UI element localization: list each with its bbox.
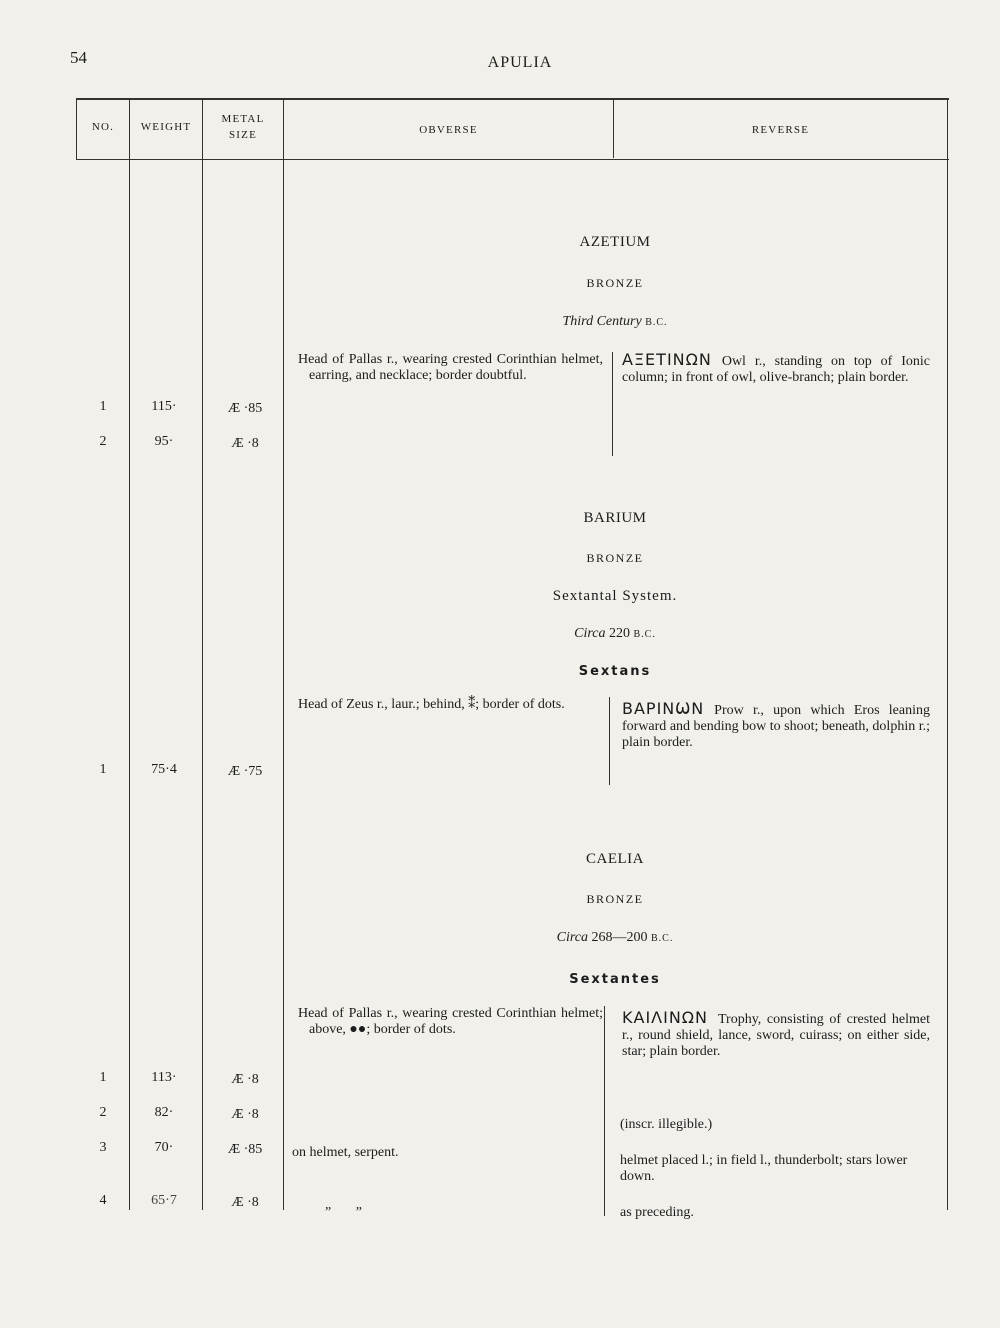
row-number: 2: [99, 1105, 107, 1120]
row-number: 2: [99, 434, 107, 449]
col-heading-obverse: OBVERSE: [419, 124, 478, 136]
row-weight: 115·: [151, 399, 177, 414]
row-weight: 65·7: [151, 1193, 177, 1208]
section-title-barium: BARIUM: [583, 510, 647, 526]
date-suffix: B.C.: [645, 317, 668, 328]
col-heading-reverse: REVERSE: [751, 124, 810, 136]
row-number: 4: [99, 1193, 107, 1208]
row-metal-size: Æ ·8: [231, 436, 259, 451]
row-weight: 95·: [154, 434, 174, 449]
obverse-note-ditto: ” ”: [325, 1205, 362, 1220]
col-heading-weight: WEIGHT: [140, 121, 192, 133]
obverse-description-caelia: Head of Pallas r., wearing crested Corinthian helmet; above, ●●; border of dots.: [298, 1006, 603, 1037]
date-value: 220: [609, 626, 631, 641]
row-metal-size: Æ ·85: [227, 1142, 263, 1157]
row-weight: 75·4: [151, 762, 177, 777]
col-divider-metal: [283, 98, 284, 1210]
row-number: 1: [99, 399, 107, 414]
date-suffix: B.C.: [651, 933, 674, 944]
col-divider-weight: [202, 98, 203, 1210]
obverse-note: on helmet, serpent.: [292, 1145, 399, 1160]
row-number: 3: [99, 1140, 107, 1155]
date-suffix: B.C.: [633, 629, 656, 640]
reverse-inscription: ΒΑΡΙΝѠΝ: [622, 699, 705, 718]
table-header-rule: [76, 159, 949, 160]
row-metal-size: Æ ·75: [227, 764, 263, 779]
denomination-caelia: Sextantes: [569, 972, 661, 987]
date-italic: Circa: [574, 626, 606, 641]
col-heading-size: SIZE: [228, 129, 258, 141]
row-metal-size: Æ ·8: [231, 1072, 259, 1087]
reverse-text: Trophy, consisting of crested helmet r., round shield, lance, sword, cuirass; on either side, star; plain border.: [622, 1012, 930, 1059]
section-title-azetium: AZETIUM: [579, 234, 651, 250]
row-number: 1: [99, 762, 107, 777]
section-metal-caelia: BRONZE: [586, 892, 644, 906]
row-weight: 70·: [154, 1140, 174, 1155]
reverse-description-caelia: [622, 1010, 930, 1060]
date-value: 268—200: [591, 930, 648, 945]
row-number: 1: [99, 1070, 107, 1085]
row-metal-size: Æ ·85: [227, 401, 263, 416]
date-italic: Circa: [556, 930, 589, 945]
date-italic: Third Century: [562, 314, 642, 329]
obverse-description-barium: Head of Zeus r., laur.; behind, ⁑; border of dots.: [298, 697, 565, 712]
col-divider-right: [947, 100, 948, 1210]
obverse-description-azetium: Head of Pallas r., wearing crested Corinthian helmet, earring, and necklace; border doubtful.: [298, 352, 603, 383]
section-date-barium: [284, 626, 946, 642]
reverse-inscription: ΑΞΕΤΙΝΩΝ: [622, 350, 712, 369]
running-title: APULIA: [487, 54, 553, 71]
section-metal-azetium: BRONZE: [586, 276, 644, 290]
reverse-text: Owl r., standing on top of Ionic column; in front of owl, olive-branch; plain border.: [622, 354, 930, 385]
reverse-text: Prow r., upon which Eros leaning forward and bending bow to shoot; beneath, dolphin r.; plain border.: [622, 703, 930, 750]
col-heading-no: NO.: [91, 121, 115, 133]
row-weight: 113·: [151, 1070, 177, 1085]
reverse-note: as preceding.: [620, 1205, 694, 1220]
section-date-azetium: [284, 314, 946, 330]
section-title-caelia: CAELIA: [586, 851, 644, 867]
reverse-note: (inscr. illegible.): [620, 1117, 713, 1132]
section-date-caelia: [284, 930, 946, 946]
reverse-note: helmet placed l.; in field l., thunderbolt; stars lower down.: [620, 1153, 908, 1184]
row-weight: 82·: [154, 1105, 174, 1120]
obverse-reverse-divider-azetium: [612, 352, 613, 456]
table-top-rule: [76, 98, 949, 100]
page-number: 54: [70, 48, 87, 67]
obverse-reverse-divider-barium: [609, 697, 610, 785]
reverse-description-azetium: [622, 352, 930, 386]
denomination-barium: Sextans: [578, 664, 652, 679]
row-metal-size: Æ ·8: [231, 1195, 259, 1210]
section-metal-barium: BRONZE: [586, 551, 644, 565]
obverse-reverse-divider-caelia: [604, 1006, 605, 1216]
reverse-description-barium: [622, 701, 930, 751]
section-system-barium: Sextantal System.: [552, 588, 678, 604]
col-divider-no: [129, 98, 130, 1210]
reverse-inscription: ΚΑΙΛΙΝΩΝ: [622, 1008, 708, 1027]
col-heading-metal: METAL: [221, 113, 265, 125]
row-metal-size: Æ ·8: [231, 1107, 259, 1122]
